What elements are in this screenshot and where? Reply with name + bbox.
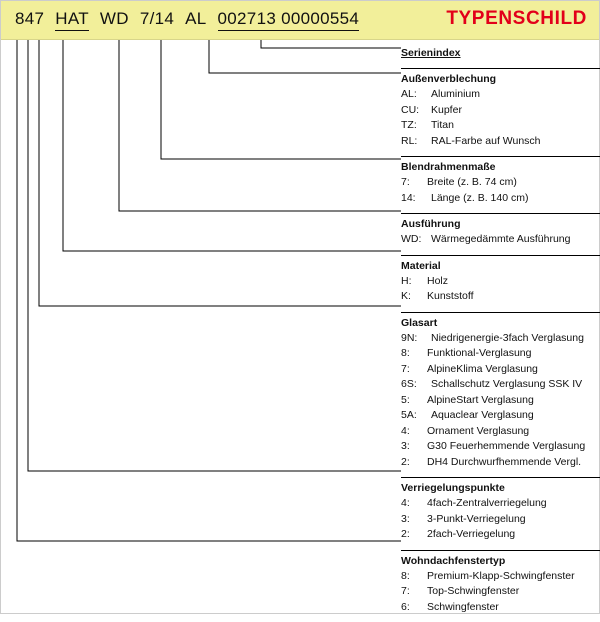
legend-group <box>401 213 600 248</box>
legend-row <box>401 496 600 512</box>
legend-row <box>401 191 600 207</box>
legend-row <box>401 455 600 471</box>
legend-row-key: 6S: <box>401 378 417 390</box>
legend-row-value: Wärmegedämmte Ausführung <box>431 233 571 245</box>
legend-group-title: Außenverblechung <box>401 68 600 87</box>
code-segment-0: 847 <box>15 9 45 28</box>
legend-row-key: 5A: <box>401 409 417 421</box>
legend-row-value: Premium-Klapp-Schwingfenster <box>427 569 575 582</box>
legend-row-key: 7: <box>401 585 410 597</box>
legend-row-value: 2fach-Verriegelung <box>427 528 516 540</box>
legend-row-key: 5: <box>401 393 410 406</box>
legend-row-value: AlpineKlima Verglasung <box>427 362 538 375</box>
legend-group-title: Material <box>401 255 600 274</box>
legend-row-key: 4: <box>401 424 410 437</box>
legend-row-value: Holz <box>427 274 449 287</box>
legend-group-title: Verriegelungspunkte <box>401 477 600 496</box>
legend-row-value: AlpineStart Verglasung <box>427 393 534 406</box>
legend-row-value: DH4 Durchwurfhemmende Vergl. <box>427 455 582 468</box>
legend-row-value: Aluminium <box>431 88 481 100</box>
legend-row-value: Kunststoff <box>427 290 474 302</box>
legend-row <box>401 362 600 378</box>
legend-row <box>401 584 600 600</box>
legend-row-value: Titan <box>431 119 454 131</box>
legend-row-value: Breite (z. B. 74 cm) <box>427 176 517 188</box>
legend-row <box>401 569 600 585</box>
legend-row-key: 8: <box>401 569 410 582</box>
legend-column <box>401 43 600 622</box>
legend-row-key: RL: <box>401 134 418 147</box>
brand-title: TYPENSCHILD <box>446 8 587 29</box>
legend-row-value: Länge (z. B. 140 cm) <box>431 191 529 204</box>
legend-row <box>401 103 600 119</box>
legend-group-title: Ausführung <box>401 213 600 232</box>
legend-group <box>401 156 600 206</box>
legend-row <box>401 232 600 248</box>
legend-row-key: K: <box>401 290 411 302</box>
typenschild-header <box>1 1 599 40</box>
legend-group-title: Serienindex <box>401 47 461 59</box>
legend-row-value: Niedrigenergie-3fach Verglasung <box>431 331 584 344</box>
leader-aussenverblechung <box>209 40 401 73</box>
legend-row-key: H: <box>401 274 412 287</box>
leader-glasart <box>39 40 401 306</box>
legend-row-value: Kupfer <box>431 103 462 116</box>
code-segment-1: HAT <box>55 9 89 31</box>
legend-row-value: Top-Schwingfenster <box>427 585 520 597</box>
legend-row-value: Funktional-Verglasung <box>427 347 532 359</box>
leader-material <box>63 40 401 251</box>
code-segment-5: 002713 00000554 <box>218 9 360 31</box>
legend-row-key: 14: <box>401 191 416 204</box>
legend-group <box>401 477 600 543</box>
legend-group <box>401 255 600 305</box>
legend-row-key: WD: <box>401 233 422 245</box>
legend-row <box>401 274 600 290</box>
legend-group-title: Blendrahmenmaße <box>401 156 600 175</box>
legend-row-key: 7: <box>401 176 410 188</box>
legend-row <box>401 118 600 134</box>
legend-group-title: Wohndachfenstertyp <box>401 550 600 569</box>
legend-row-key: AL: <box>401 88 417 100</box>
legend-row-key: 3: <box>401 440 410 452</box>
legend-row <box>401 439 600 455</box>
legend-group <box>401 43 600 61</box>
legend-row <box>401 346 600 362</box>
type-plate-code <box>15 9 370 31</box>
legend-row <box>401 424 600 440</box>
legend-row-key: 8: <box>401 347 410 359</box>
legend-row-key: CU: <box>401 103 420 116</box>
leader-wohndachfenstertyp <box>17 40 401 541</box>
legend-row-value: 4fach-Zentralverriegelung <box>427 497 547 509</box>
legend-row <box>401 600 600 616</box>
legend-row <box>401 331 600 347</box>
legend-row <box>401 87 600 103</box>
leader-verriegelungspunkte <box>28 40 401 471</box>
legend-row <box>401 393 600 409</box>
legend-row-key: 3: <box>401 512 410 525</box>
code-segment-2: WD <box>99 9 129 28</box>
legend-row <box>401 408 600 424</box>
leader-serienindex <box>261 40 401 48</box>
legend-row <box>401 134 600 150</box>
legend-row-value: Schallschutz Verglasung SSK IV <box>431 378 583 390</box>
legend-row <box>401 175 600 191</box>
legend-row-key: TZ: <box>401 119 417 131</box>
legend-row-key: 2: <box>401 528 410 540</box>
legend-row-value: Schwingfenster <box>427 600 499 613</box>
legend-group <box>401 68 600 149</box>
legend-row-key: 9N: <box>401 331 418 344</box>
legend-row-key: 4: <box>401 497 410 509</box>
legend-row <box>401 527 600 543</box>
code-segment-3: 7/14 <box>139 9 175 28</box>
legend-row-value: Aquaclear Verglasung <box>431 409 534 421</box>
leader-ausfuehrung <box>119 40 401 211</box>
legend-group <box>401 550 600 616</box>
legend-group <box>401 312 600 471</box>
code-segment-4: AL <box>185 9 207 28</box>
legend-row-key: 7: <box>401 362 410 375</box>
legend-row-value: 3-Punkt-Verriegelung <box>427 512 526 525</box>
legend-row-key: 6: <box>401 600 410 613</box>
legend-row-value: G30 Feuerhemmende Verglasung <box>427 440 586 452</box>
legend-row-key: 2: <box>401 455 410 468</box>
legend-row <box>401 377 600 393</box>
legend-row-value: RAL-Farbe auf Wunsch <box>431 134 541 147</box>
legend-row <box>401 512 600 528</box>
legend-group-title: Glasart <box>401 312 600 331</box>
legend-row-value: Ornament Verglasung <box>427 424 530 437</box>
leader-blendrahmenmasse <box>161 40 401 159</box>
legend-row <box>401 289 600 305</box>
